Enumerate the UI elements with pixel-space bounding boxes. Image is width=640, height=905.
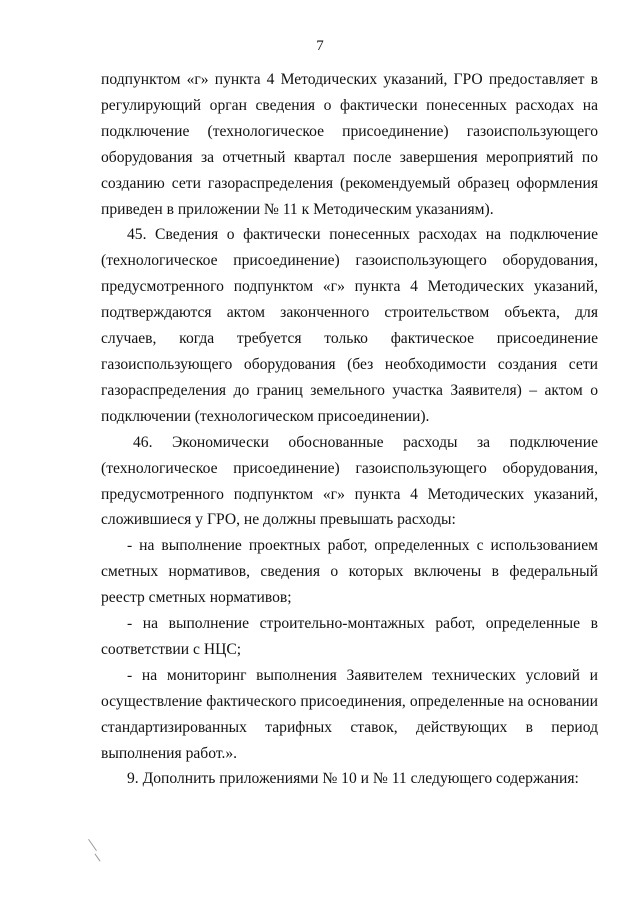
- document-body: [101, 67, 598, 792]
- paragraph-46: 46. Экономически обоснованные расходы за подключение (технологическое присоединение) газоиспользующего оборудования, предусмотренного подпунктом «г» пункта 4 Методических указаний, сложившиеся у ГРО, не должны превышать расходы:: [101, 433, 598, 529]
- paragraph-item-9: 9. Дополнить приложениями № 10 и № 11 следующего содержания:: [127, 770, 579, 788]
- list-item-construction-works: - на выполнение строительно-монтажных работ, определенные в соответствии с НЦС;: [101, 615, 598, 658]
- paragraph-45: 45. Сведения о фактически понесенных расходах на подключение (технологическое присоединение) газоиспользующего оборудования, предусмотренного подпунктом «г» пункта 4 Методических указаний, подтверждаются актом законченного строительством объекта, для случаев, когда требуется только фактическое присоединение газоиспользующего оборудования (без необходимости создания сети газораспределения до границ земельного участка Заявителя) – актом о подключении (технологическом присоединении).: [101, 226, 598, 425]
- scan-artifact-mark: [95, 854, 101, 862]
- page-number: 7: [316, 38, 324, 54]
- scan-artifact-mark: [88, 839, 97, 851]
- list-item-monitoring: - на мониторинг выполнения Заявителем технических условий и осуществление фактического присоединения, определенные на основании стандартизированных тарифных ставок, действующих в период выполнения работ.».: [101, 666, 598, 762]
- paragraph-continuation: подпунктом «г» пункта 4 Методических указаний, ГРО предоставляет в регулирующий орган сведения о фактически понесенных расходах на подключение (технологическое присоединение) газоиспользующего оборудования за отчетный квартал после завершения мероприятий по созданию сети газораспределения (рекомендуемый образец оформления приведен в приложении № 11 к Методическим указаниям).: [101, 71, 598, 218]
- list-item-design-works: - на выполнение проектных работ, определенных с использованием сметных нормативов, сведения о которых включены в федеральный реестр сметных нормативов;: [101, 537, 598, 607]
